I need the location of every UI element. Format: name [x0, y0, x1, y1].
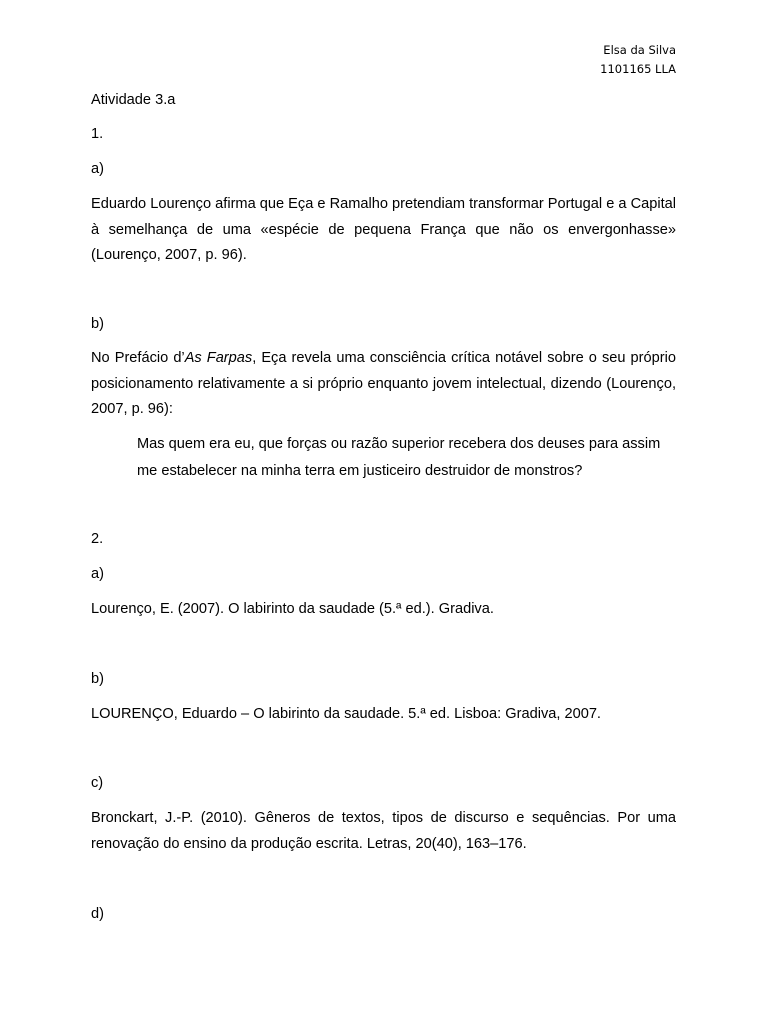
question-1a-label: a) [91, 161, 104, 177]
question-1-label: 1. [91, 126, 104, 142]
question-2b-label: b) [91, 671, 104, 687]
question-2c-label: c) [91, 775, 104, 791]
question-2a-answer: Lourenço, E. (2007). O labirinto da saudade (5.ª ed.). Gradiva. [91, 601, 494, 617]
question-2a-label: a) [91, 566, 104, 582]
question-2c-answer: Bronckart, J.-P. (2010). Gêneros de textos, tipos de discurso e sequências. Por uma renovação do ensino da produção escrita. Letras, 20(40), 163–176. [91, 810, 676, 852]
block-quote: Mas quem era eu, que forças ou razão superior recebera dos deuses para assim me estabelecer na minha terra em justiceiro destruidor de monstros? [137, 436, 661, 479]
page-header [600, 41, 676, 79]
document-title: Atividade 3.a [91, 92, 176, 108]
question-2d-label: d) [91, 906, 104, 922]
header-code: 1101165 LLA [600, 62, 676, 76]
header-author: Elsa da Silva [603, 43, 676, 57]
italic-work-title: As Farpas [184, 350, 253, 366]
question-1b-label: b) [91, 316, 104, 332]
question-1a-answer: Eduardo Lourenço afirma que Eça e Ramalho pretendiam transformar Portugal e a Capital à semelhança de uma «espécie de pequena França que não os envergonhasse» (Lourenço, 2007, p. 96). [91, 196, 676, 263]
answer-text-end: , Eça revela uma consciência crítica notável sobre o seu próprio posicionamento relativamente a si próprio enquanto jovem intelectual, dizendo (Lourenço, 2007, p. 96): [91, 350, 676, 417]
question-1b-answer [91, 346, 676, 423]
question-2b-answer: LOURENÇO, Eduardo – O labirinto da saudade. 5.ª ed. Lisboa: Gradiva, 2007. [91, 706, 601, 722]
answer-text-start: No Prefácio d’ [91, 350, 185, 366]
question-2-label: 2. [91, 531, 104, 547]
